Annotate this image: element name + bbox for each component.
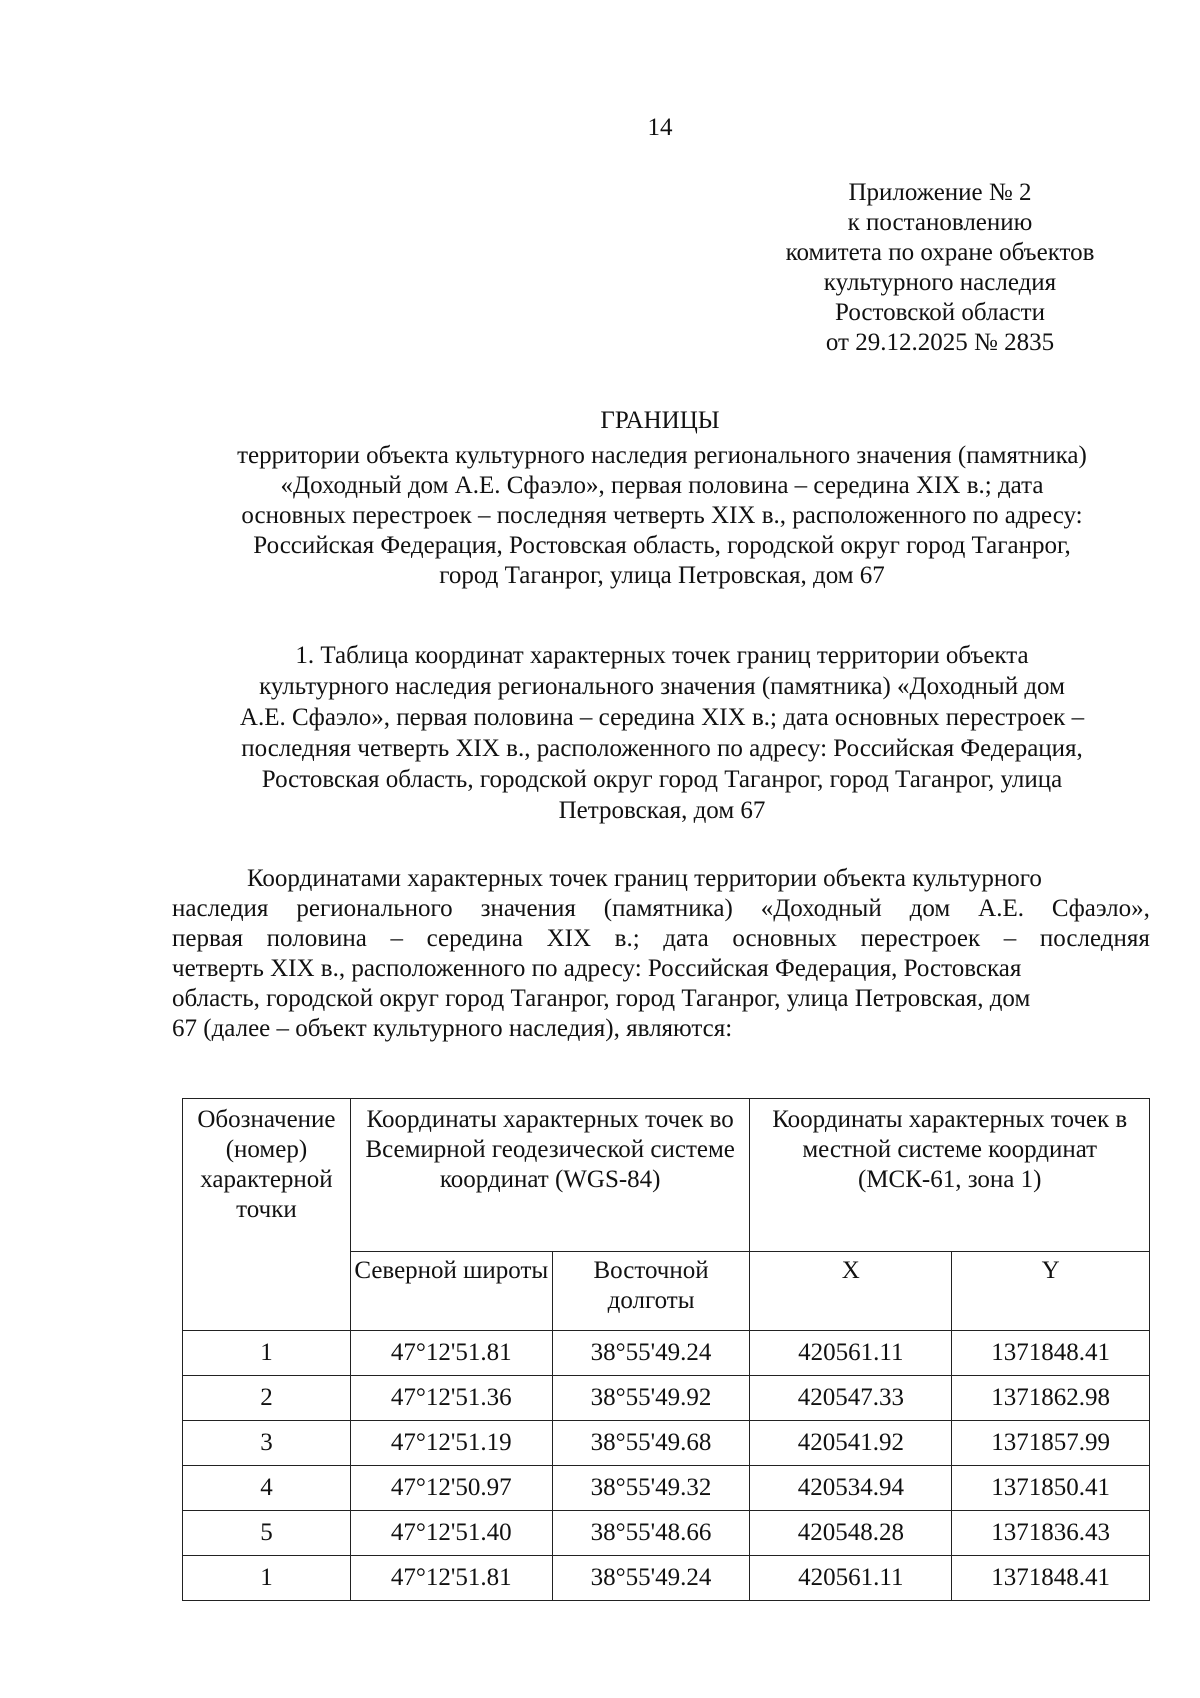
subheader-east-longitude: Восточной долготы — [552, 1252, 750, 1331]
paragraph-word: значения — [480, 895, 576, 922]
appendix-line: Приложение № 2 — [848, 179, 1032, 206]
paragraph-word: половина — [266, 925, 367, 952]
page-number: 14 — [647, 114, 673, 141]
paragraph-word: – — [390, 925, 403, 952]
section-heading-line: Петровская, дом 67 — [558, 797, 766, 824]
cell-point: 2 — [183, 1376, 351, 1421]
subtitle-line: Российская Федерация, Ростовская область, городской округ город Таганрог, — [253, 532, 1071, 559]
paragraph-word: основных — [732, 925, 837, 952]
appendix-line: комитета по охране объектов — [785, 239, 1095, 266]
document-subtitle — [172, 441, 1152, 591]
cell-y: 1371862.98 — [952, 1376, 1150, 1421]
section-heading-line: А.Е. Сфаэло», первая половина – середина XIX в.; дата основных перестроек – — [239, 704, 1085, 731]
cell-x: 420548.28 — [750, 1511, 952, 1556]
appendix-line: Ростовской области — [835, 299, 1045, 326]
paragraph-word: наследия — [172, 895, 269, 922]
subheader-north-latitude: Северной широты — [350, 1252, 552, 1331]
cell-latitude: 47°12'51.36 — [350, 1376, 552, 1421]
subtitle-line: основных перестроек – последняя четверть XIX в., расположенного по адресу: — [241, 502, 1083, 529]
paragraph-word: середина — [426, 925, 523, 952]
header-msk61-coordinates: Координаты характерных точек в местной системе координат (МСК-61, зона 1) — [750, 1099, 1150, 1252]
cell-point: 1 — [183, 1556, 351, 1601]
document-title: ГРАНИЦЫ — [600, 407, 720, 434]
cell-y: 1371857.99 — [952, 1421, 1150, 1466]
body-paragraph — [172, 864, 1150, 1044]
paragraph-word: – — [1003, 925, 1017, 952]
appendix-line: от 29.12.2025 № 2835 — [825, 329, 1055, 356]
cell-latitude: 47°12'51.81 — [350, 1331, 552, 1376]
table-row — [183, 1376, 1150, 1421]
cell-longitude: 38°55'49.24 — [552, 1331, 750, 1376]
coordinates-table — [182, 1098, 1150, 1601]
paragraph-word: дата — [663, 925, 709, 952]
subtitle-line: «Доходный дом А.Е. Сфаэло», первая половина – середина XIX в.; дата — [280, 472, 1044, 499]
header-point-designation: Обозначение (номер) характерной точки — [183, 1099, 351, 1331]
paragraph-word: дом — [909, 895, 951, 922]
paragraph-line: область, городской округ город Таганрог, город Таганрог, улица Петровская, дом — [172, 985, 1031, 1012]
table-row — [183, 1556, 1150, 1601]
cell-latitude: 47°12'50.97 — [350, 1466, 552, 1511]
subtitle-line: территории объекта культурного наследия регионального значения (памятника) — [237, 442, 1087, 469]
header-wgs84-coordinates: Координаты характерных точек во Всемирной геодезической системе координат (WGS-84) — [350, 1099, 750, 1252]
paragraph-word: Сфаэло», — [1051, 895, 1150, 922]
cell-latitude: 47°12'51.19 — [350, 1421, 552, 1466]
cell-longitude: 38°55'49.24 — [552, 1556, 750, 1601]
cell-point: 5 — [183, 1511, 351, 1556]
table-row — [183, 1466, 1150, 1511]
cell-x: 420561.11 — [750, 1556, 952, 1601]
cell-longitude: 38°55'49.68 — [552, 1421, 750, 1466]
cell-x: 420534.94 — [750, 1466, 952, 1511]
cell-longitude: 38°55'49.92 — [552, 1376, 750, 1421]
paragraph-word: «Доходный — [760, 895, 882, 922]
section-heading-line: Ростовская область, городской округ город Таганрог, город Таганрог, улица — [261, 766, 1063, 793]
cell-y: 1371848.41 — [952, 1556, 1150, 1601]
paragraph-word: регионального — [296, 895, 453, 922]
cell-y: 1371836.43 — [952, 1511, 1150, 1556]
table-row — [183, 1421, 1150, 1466]
subheader-y: Y — [952, 1252, 1150, 1331]
paragraph-word: (памятника) — [603, 895, 733, 922]
paragraph-line: четверть XIX в., расположенного по адресу: Российская Федерация, Ростовская — [172, 955, 1022, 982]
cell-y: 1371848.41 — [952, 1331, 1150, 1376]
cell-y: 1371850.41 — [952, 1466, 1150, 1511]
table-row — [183, 1331, 1150, 1376]
paragraph-word: первая — [172, 925, 244, 952]
cell-x: 420547.33 — [750, 1376, 952, 1421]
cell-point: 3 — [183, 1421, 351, 1466]
paragraph-word: в.; — [614, 925, 640, 952]
appendix-reference — [760, 178, 1120, 358]
paragraph-line — [172, 894, 1150, 924]
paragraph-word: XIX — [546, 925, 592, 952]
section-heading-line: культурного наследия регионального значения (памятника) «Доходный дом — [259, 673, 1065, 700]
appendix-line: к постановлению — [847, 209, 1033, 236]
cell-longitude: 38°55'49.32 — [552, 1466, 750, 1511]
cell-point: 1 — [183, 1331, 351, 1376]
cell-x: 420541.92 — [750, 1421, 952, 1466]
paragraph-word: последняя — [1039, 925, 1150, 952]
cell-point: 4 — [183, 1466, 351, 1511]
cell-longitude: 38°55'48.66 — [552, 1511, 750, 1556]
section-heading-line: последняя четверть XIX в., расположенного по адресу: Российская Федерация, — [241, 735, 1083, 762]
paragraph-word: перестроек — [860, 925, 981, 952]
section-heading-line: 1. Таблица координат характерных точек границ территории объекта — [295, 642, 1029, 669]
paragraph-line — [172, 924, 1150, 954]
paragraph-line: 67 (далее – объект культурного наследия), являются: — [172, 1015, 733, 1042]
cell-latitude: 47°12'51.40 — [350, 1511, 552, 1556]
appendix-line: культурного наследия — [823, 269, 1057, 296]
table-row — [183, 1511, 1150, 1556]
subtitle-line: город Таганрог, улица Петровская, дом 67 — [439, 562, 885, 589]
cell-x: 420561.11 — [750, 1331, 952, 1376]
paragraph-line: Координатами характерных точек границ территории объекта культурного — [247, 865, 1042, 892]
cell-latitude: 47°12'51.81 — [350, 1556, 552, 1601]
subheader-x: X — [750, 1252, 952, 1331]
paragraph-word: А.Е. — [978, 895, 1024, 922]
section-heading — [172, 640, 1152, 826]
